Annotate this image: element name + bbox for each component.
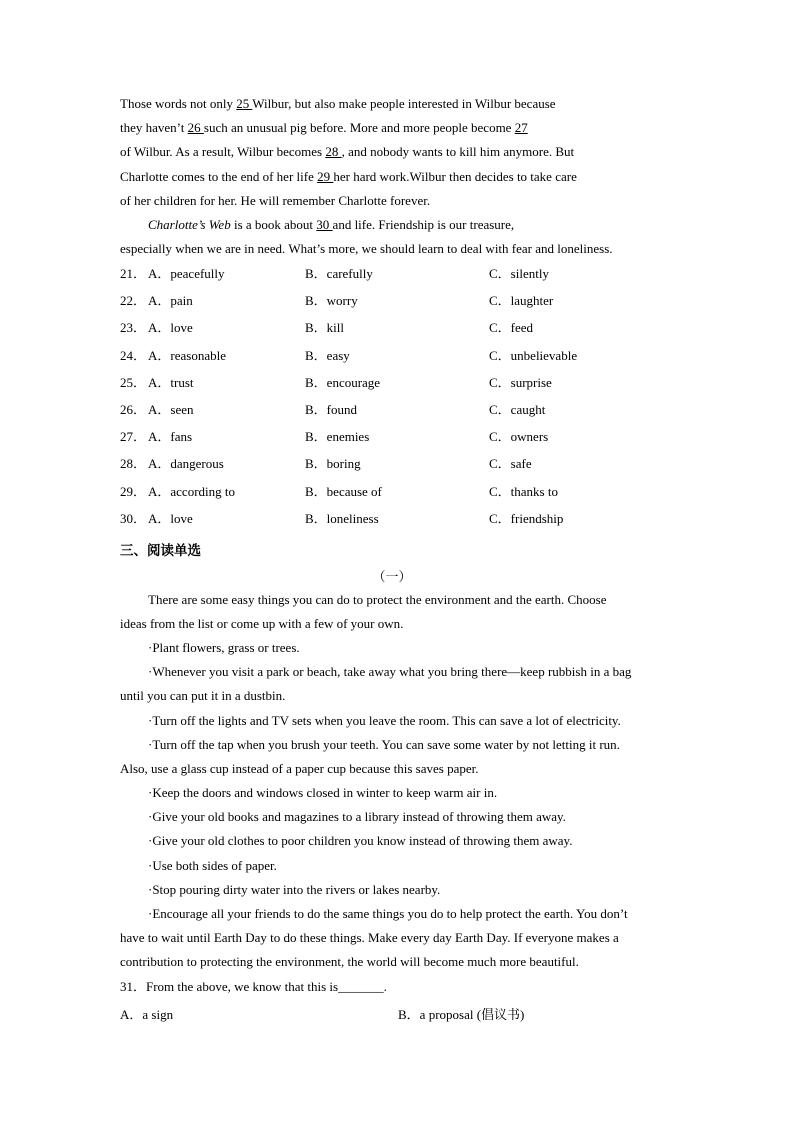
- option-c[interactable]: C．feed: [489, 320, 534, 336]
- reading-line: ·Plant flowers, grass or trees.: [148, 640, 300, 655]
- question-31-option-a[interactable]: A．a sign: [120, 1007, 174, 1022]
- question-31-stem: 31．From the above, we know that this is_______.: [120, 979, 387, 994]
- passage-line-4: [120, 169, 680, 185]
- text: Those words not only: [120, 96, 237, 111]
- text: Wilbur, but also make people interested in Wilbur because: [252, 96, 556, 111]
- reading-line: ideas from the list or come up with a few of your own.: [120, 616, 404, 631]
- question-31-option-b[interactable]: B．a proposal (倡议书): [398, 1007, 525, 1022]
- question-number: 29．: [120, 483, 147, 499]
- reading-line: ·Turn off the tap when you brush your teeth. You can save some water by not letting it run.: [148, 737, 620, 752]
- section-heading: 三、阅读单选: [120, 543, 201, 559]
- blank-25: 25: [236, 96, 253, 111]
- passage-subheading: （一）: [372, 569, 412, 584]
- reading-line: contribution to protecting the environment, the world will become much more beautiful.: [120, 954, 579, 969]
- question-number: 28．: [120, 456, 147, 472]
- book-title: Charlotte’s Web: [148, 217, 231, 232]
- text: her hard work.Wilbur then decides to take care: [333, 169, 577, 184]
- option-c[interactable]: C．safe: [489, 456, 532, 472]
- option-b[interactable]: B．loneliness: [305, 510, 379, 526]
- option-b[interactable]: B．kill: [305, 320, 345, 336]
- option-a[interactable]: A．seen: [148, 402, 194, 417]
- reading-line: ·Give your old books and magazines to a library instead of throwing them away.: [148, 809, 566, 824]
- text: and life. Friendship is our treasure,: [332, 217, 515, 232]
- text: of Wilbur. As a result, Wilbur becomes: [120, 144, 326, 159]
- question-number: 27．: [120, 429, 147, 445]
- question-number: 22．: [120, 293, 147, 309]
- text: , and nobody wants to kill him anymore. But: [341, 144, 575, 159]
- blank-28: 28: [325, 144, 342, 159]
- text: such an unusual pig before. More and more people become: [203, 120, 515, 135]
- option-c[interactable]: C．unbelievable: [489, 347, 578, 363]
- option-a[interactable]: A．dangerous: [148, 456, 224, 472]
- reading-line: ·Stop pouring dirty water into the rivers or lakes nearby.: [148, 882, 441, 897]
- passage-line-6: [148, 217, 708, 233]
- option-b[interactable]: B．carefully: [305, 266, 373, 281]
- reading-line: have to wait until Earth Day to do these things. Make every day Earth Day. If everyone makes a: [120, 930, 619, 945]
- option-a[interactable]: A．pain: [148, 293, 193, 309]
- passage-line-1: [120, 96, 680, 112]
- option-b[interactable]: B．because of: [305, 483, 382, 499]
- option-a[interactable]: A．love: [148, 510, 193, 526]
- question-number: 23．: [120, 320, 147, 336]
- passage-line-2: [120, 120, 680, 136]
- option-c[interactable]: C．laughter: [489, 293, 554, 309]
- reading-line: until you can put it in a dustbin.: [120, 688, 286, 703]
- reading-line: ·Keep the doors and windows closed in winter to keep warm air in.: [148, 785, 498, 800]
- option-c[interactable]: C．surprise: [489, 374, 552, 390]
- text: Charlotte comes to the end of her life: [120, 169, 318, 184]
- option-c[interactable]: C．caught: [489, 402, 546, 417]
- option-a[interactable]: A．peacefully: [148, 266, 225, 281]
- option-b[interactable]: B．encourage: [305, 374, 381, 390]
- option-b[interactable]: B．easy: [305, 347, 350, 363]
- passage-line-3: [120, 144, 680, 160]
- reading-line: ·Use both sides of paper.: [148, 858, 277, 873]
- question-number: 25．: [120, 374, 147, 390]
- text: is a book about: [230, 217, 317, 232]
- reading-line: ·Whenever you visit a park or beach, take away what you bring there—keep rubbish in a bag: [148, 664, 632, 679]
- option-a[interactable]: A．fans: [148, 429, 193, 445]
- option-b[interactable]: B．enemies: [305, 429, 370, 445]
- option-c[interactable]: C．owners: [489, 429, 549, 445]
- reading-line: ·Turn off the lights and TV sets when you leave the room. This can save a lot of electricity.: [148, 713, 621, 728]
- option-a[interactable]: A．according to: [148, 483, 236, 499]
- option-c[interactable]: C．friendship: [489, 510, 564, 526]
- question-number: 30．: [120, 510, 147, 526]
- option-a[interactable]: A．trust: [148, 374, 194, 390]
- text: they haven’t: [120, 120, 188, 135]
- question-number: 24．: [120, 347, 147, 363]
- option-b[interactable]: B．worry: [305, 293, 358, 309]
- option-c[interactable]: C．silently: [489, 266, 549, 281]
- question-number: 21．: [120, 266, 147, 281]
- reading-line: There are some easy things you can do to protect the environment and the earth. Choose: [148, 592, 607, 607]
- option-c[interactable]: C．thanks to: [489, 483, 558, 499]
- blank-30: 30: [316, 217, 333, 232]
- blank-29: 29: [317, 169, 334, 184]
- option-a[interactable]: A．love: [148, 320, 193, 336]
- reading-line: ·Encourage all your friends to do the same things you do to help protect the earth. You don’t: [148, 906, 628, 921]
- blank-26: 26: [187, 120, 204, 135]
- question-number: 26．: [120, 402, 147, 417]
- reading-line: ·Give your old clothes to poor children you know instead of throwing them away.: [148, 833, 573, 848]
- option-b[interactable]: B．found: [305, 402, 358, 417]
- option-b[interactable]: B．boring: [305, 456, 361, 472]
- reading-line: Also, use a glass cup instead of a paper cup because this saves paper.: [120, 761, 479, 776]
- passage-line-5: of her children for her. He will remember Charlotte forever.: [120, 193, 431, 208]
- blank-27: 27: [514, 120, 528, 135]
- option-a[interactable]: A．reasonable: [148, 347, 226, 363]
- passage-line-7: especially when we are in need. What’s more, we should learn to deal with fear and loneliness.: [120, 241, 613, 256]
